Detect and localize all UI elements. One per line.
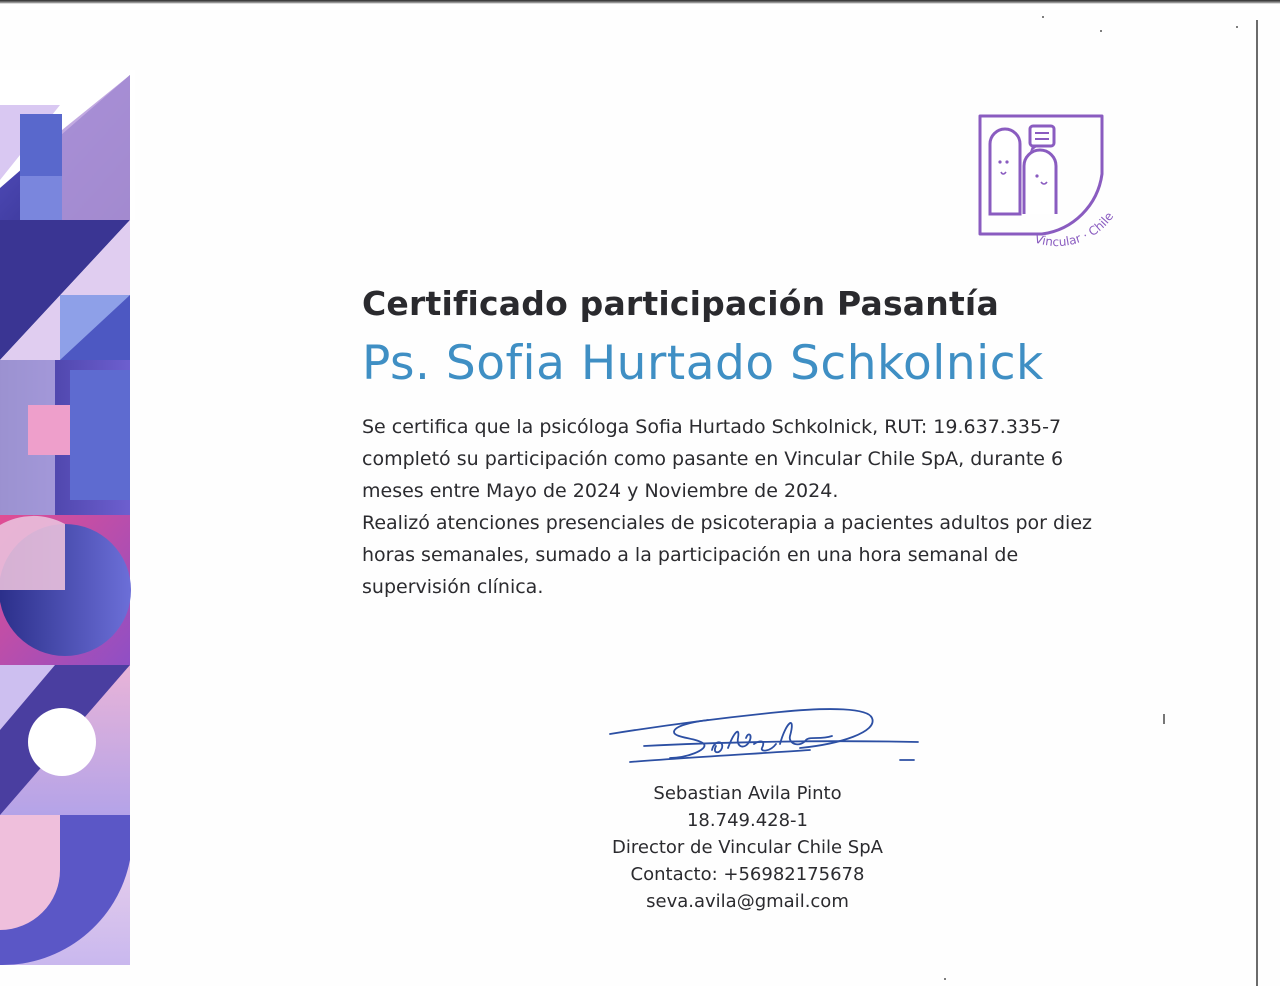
signatory-email[interactable]: seva.avila@gmail.com <box>646 891 849 912</box>
certificate-title: Certificado participación Pasantía <box>362 284 999 323</box>
certificate-body <box>362 411 1182 603</box>
body-line: Se certifica que la psicóloga Sofia Hurtado Schkolnick, RUT: 19.637.335-7 <box>362 416 1062 438</box>
signatory-block <box>590 780 905 915</box>
decorative-geometric-strip <box>0 70 135 970</box>
signatory-rut: 18.749.428-1 <box>686 810 808 831</box>
scan-speck <box>944 978 946 980</box>
signatory-role: Director de Vincular Chile SpA <box>612 837 883 858</box>
body-line: horas semanales, sumado a la participación en una hora semanal de <box>362 544 1019 566</box>
body-line: completó su participación como pasante en Vincular Chile SpA, durante 6 <box>362 448 1064 470</box>
body-line: supervisión clínica. <box>362 576 544 598</box>
handwritten-signature <box>600 696 930 780</box>
scan-top-edge <box>0 0 1280 4</box>
signatory-contact: Contacto: +56982175678 <box>630 864 865 885</box>
scan-speck <box>1100 30 1102 32</box>
body-line: meses entre Mayo de 2024 y Noviembre de 2024. <box>362 480 839 502</box>
scan-speck <box>1236 26 1238 28</box>
scan-speck <box>1042 16 1044 18</box>
body-line: Realizó atenciones presenciales de psicoterapia a pacientes adultos por diez <box>362 512 1092 534</box>
signatory-name: Sebastian Avila Pinto <box>653 783 842 804</box>
stray-mark <box>1163 714 1165 724</box>
scan-right-edge <box>1256 20 1258 986</box>
vincular-chile-logo <box>972 104 1132 250</box>
logo-text: Vincular · Chile <box>1033 209 1117 250</box>
recipient-name: Ps. Sofia Hurtado Schkolnick <box>362 336 1044 391</box>
